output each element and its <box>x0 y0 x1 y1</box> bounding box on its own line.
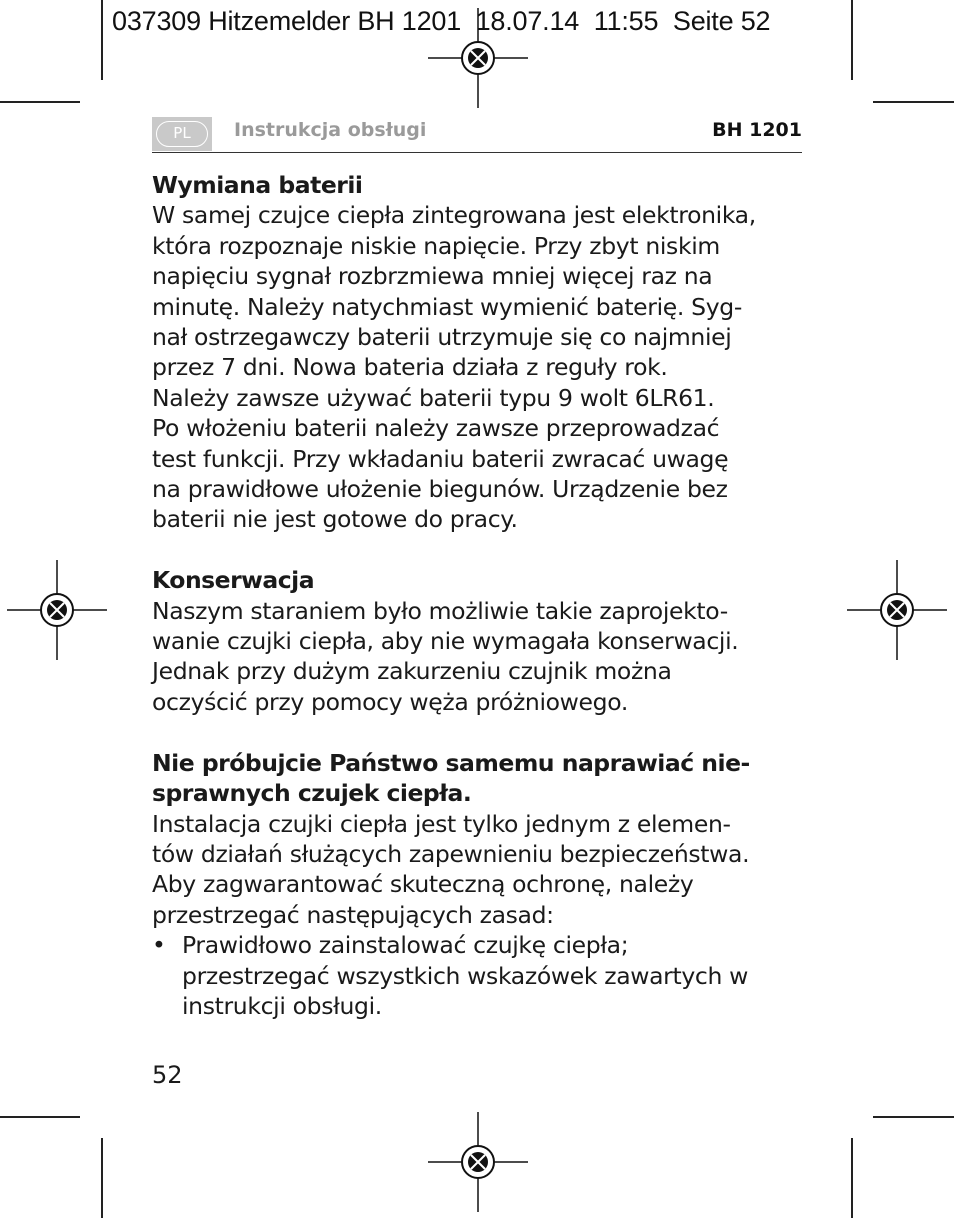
bullet-item <box>152 930 812 1021</box>
bullet-line: instrukcji obsługi. <box>182 991 382 1020</box>
section-body <box>152 596 812 718</box>
body-line: Aby zagwarantować skuteczną ochronę, należy <box>152 870 694 899</box>
heading-line: Wymiana baterii <box>152 171 363 199</box>
body-line: W samej czujce ciepła zintegrowana jest elektronika, <box>152 201 756 230</box>
body-line: Jednak przy dużym zakurzeniu czujnik można <box>152 657 672 686</box>
heading-line: sprawnych czujek ciepła. <box>152 779 472 808</box>
body-line: Naszym staraniem było możliwie takie zaprojekto- <box>152 596 728 625</box>
section-battery-replacement <box>152 170 812 535</box>
body-line: Instalacja czujki ciepła jest tylko jednym z elemen- <box>152 809 731 838</box>
body-line: Należy zawsze używać baterii typu 9 wolt 6LR61. <box>152 383 715 412</box>
body-line: która rozpoznaje niskie napięcie. Przy zbyt niskim <box>152 231 720 260</box>
body-line: przez 7 dni. Nowa bateria działa z reguły rok. <box>152 353 668 382</box>
body-line: na prawidłowe ułożenie biegunów. Urządzenie bez <box>152 475 728 504</box>
crop-mark-bottom-right-vertical <box>851 1138 853 1218</box>
page-number: 52 <box>152 1061 183 1089</box>
section-spacer <box>152 535 812 565</box>
print-slug-line: 037309 Hitzemelder BH 1201 18.07.14 11:55 Seite 52 <box>112 6 771 36</box>
section-heading <box>152 748 812 809</box>
body-line: wanie czujki ciepła, aby nie wymagała konserwacji. <box>152 627 739 656</box>
page-content <box>152 170 812 1021</box>
section-spacer <box>152 717 812 747</box>
crop-mark-bottom-left-horizontal <box>0 1116 80 1118</box>
registration-mark-left-icon <box>7 560 107 660</box>
section-body <box>152 809 812 931</box>
language-badge <box>152 117 212 151</box>
section-heading <box>152 565 812 595</box>
body-line: oczyścić przy pomocy węża próżniowego. <box>152 687 628 716</box>
heading-line: Nie próbujcie Państwo samemu naprawiać nie- <box>152 748 750 777</box>
body-line: napięciu sygnał rozbrzmiewa mniej więcej raz na <box>152 262 713 291</box>
crop-mark-top-right-horizontal <box>873 101 954 103</box>
body-line: nał ostrzegawczy baterii utrzymuje się co najmniej <box>152 323 732 352</box>
bullet-line: Prawidłowo zainstalować czujkę ciepła; <box>182 931 629 960</box>
body-line: test funkcji. Przy wkładaniu baterii zwracać uwagę <box>152 444 729 473</box>
body-line: minutę. Należy natychmiast wymienić baterię. Syg- <box>152 292 742 321</box>
section-body <box>152 200 812 534</box>
crop-mark-top-left-horizontal <box>0 101 80 103</box>
registration-mark-right-icon <box>847 560 947 660</box>
registration-mark-top-icon <box>428 8 528 108</box>
body-line: Po włożeniu baterii należy zawsze przeprowadzać <box>152 414 720 443</box>
body-line: baterii nie jest gotowe do pracy. <box>152 505 518 534</box>
model-number: BH 1201 <box>712 119 802 141</box>
section-maintenance <box>152 565 812 717</box>
section-no-self-repair <box>152 748 812 1022</box>
heading-line: Konserwacja <box>152 566 315 595</box>
crop-mark-top-right-vertical <box>851 0 853 80</box>
body-line: przestrzegać następujących zasad: <box>152 900 554 929</box>
language-badge-label: PL <box>156 121 208 147</box>
crop-mark-bottom-right-horizontal <box>873 1116 954 1118</box>
crop-mark-top-left-vertical <box>101 0 103 80</box>
page-header <box>152 116 802 153</box>
section-heading <box>152 170 812 200</box>
bullet-marker: • <box>152 931 166 960</box>
manual-title: Instrukcja obsługi <box>234 119 427 141</box>
crop-mark-bottom-left-vertical <box>101 1138 103 1218</box>
bullet-line: przestrzegać wszystkich wskazówek zawartych w <box>182 961 749 990</box>
body-line: tów działań służących zapewnieniu bezpieczeństwa. <box>152 839 750 868</box>
registration-mark-bottom-icon <box>428 1112 528 1212</box>
